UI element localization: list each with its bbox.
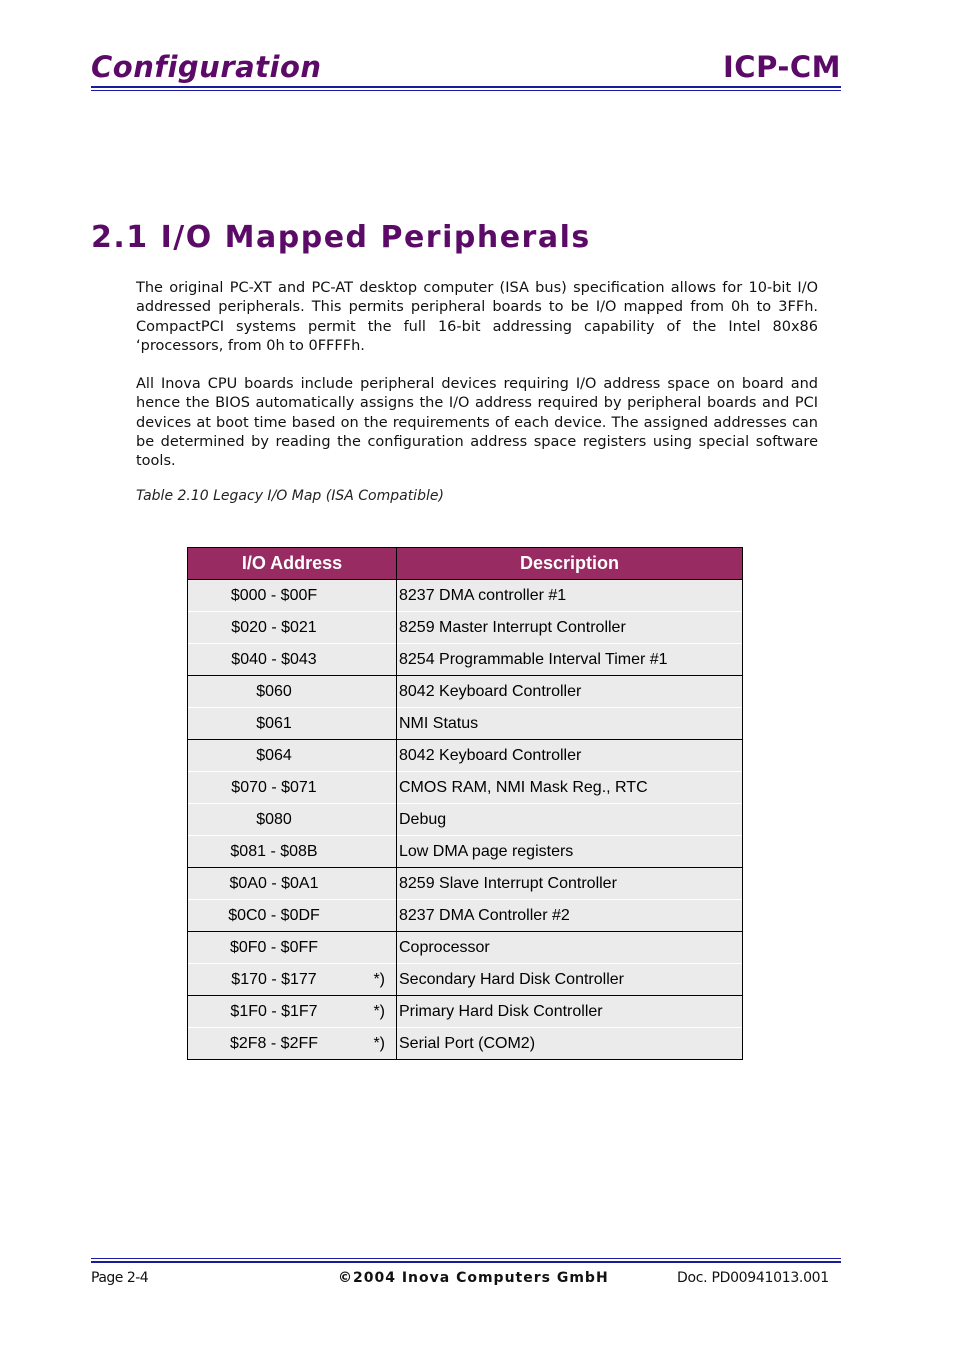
description-cell: 8254 Programmable Interval Timer #1 — [397, 644, 743, 676]
description-cell: Serial Port (COM2) — [397, 1028, 743, 1060]
description-cell: 8042 Keyboard Controller — [397, 740, 743, 772]
address-footnote-mark: *) — [373, 1035, 385, 1052]
header-product-name: ICP-CM — [723, 50, 841, 84]
table-row — [188, 772, 743, 804]
description-cell: Secondary Hard Disk Controller — [397, 964, 743, 996]
table-row — [188, 1028, 743, 1060]
address-cell — [188, 868, 397, 900]
table-row — [188, 644, 743, 676]
address-value: $081 - $08B — [230, 843, 318, 860]
footer-page-number: Page 2-4 — [91, 1270, 149, 1286]
address-value: $2F8 - $2FF — [229, 1035, 319, 1052]
header-rule-thick — [91, 86, 841, 88]
address-value: $064 — [256, 747, 292, 764]
address-footnote-mark: *) — [373, 1003, 385, 1020]
address-cell — [188, 676, 397, 708]
address-value: $080 — [256, 811, 292, 828]
address-cell — [188, 580, 397, 612]
address-value: $0C0 - $0DF — [228, 907, 320, 924]
column-header-address: I/O Address — [188, 548, 397, 580]
address-cell — [188, 836, 397, 868]
address-value: $060 — [256, 683, 292, 700]
description-cell: CMOS RAM, NMI Mask Reg., RTC — [397, 772, 743, 804]
address-cell — [188, 996, 397, 1028]
address-cell — [188, 804, 397, 836]
address-value: $0A0 - $0A1 — [229, 875, 319, 892]
table-row — [188, 676, 743, 708]
address-value: $040 - $043 — [231, 651, 317, 668]
description-cell: NMI Status — [397, 708, 743, 740]
description-cell: Coprocessor — [397, 932, 743, 964]
address-value: $1F0 - $1F7 — [230, 1003, 318, 1020]
address-value: $020 - $021 — [231, 619, 317, 636]
table-row — [188, 580, 743, 612]
address-value: $0F0 - $0FF — [229, 939, 319, 956]
address-value: $170 - $177 — [231, 971, 317, 988]
table-row — [188, 932, 743, 964]
description-cell: 8237 DMA controller #1 — [397, 580, 743, 612]
address-cell — [188, 708, 397, 740]
address-cell — [188, 612, 397, 644]
table-row — [188, 900, 743, 932]
header-section-title: Configuration — [91, 50, 322, 84]
table-row — [188, 964, 743, 996]
io-map-table — [187, 547, 743, 1060]
description-cell: Debug — [397, 804, 743, 836]
address-value: $070 - $071 — [231, 779, 317, 796]
table-row — [188, 868, 743, 900]
body-paragraph-1: The original PC-XT and PC-AT desktop computer (ISA bus) specification allows for 10-bit I/O addressed peripherals. This permits peripheral boards to be I/O mapped from 0h to 3FFh. CompactPCI systems permit the full 16-bit addressing capability of the Intel 80x86 ‘processors, from 0h to 0FFFFh. — [136, 280, 818, 354]
footer-copyright: ©2004 Inova Computers GmbH — [338, 1270, 609, 1286]
footer-rule-thin — [91, 1258, 841, 1259]
description-cell: Primary Hard Disk Controller — [397, 996, 743, 1028]
table-row — [188, 996, 743, 1028]
address-value: $000 - $00F — [230, 587, 318, 604]
description-cell: 8259 Slave Interrupt Controller — [397, 868, 743, 900]
address-cell — [188, 1028, 397, 1060]
address-value: $061 — [256, 715, 292, 732]
table-row — [188, 740, 743, 772]
body-paragraph-2: All Inova CPU boards include peripheral devices requiring I/O address space on board and hence the BIOS automatically assigns the I/O address required by peripheral boards and PCI devices at boot time based on the requirements of each device. The assigned addresses can be determined by reading the configuration address space registers using special software tools. — [136, 376, 818, 470]
address-cell — [188, 772, 397, 804]
footer-doc-number: Doc. PD00941013.001 — [677, 1270, 829, 1286]
footer-rule-thick — [91, 1261, 841, 1263]
table-row — [188, 708, 743, 740]
address-cell — [188, 964, 397, 996]
table-caption: Table 2.10 Legacy I/O Map (ISA Compatible) — [136, 488, 444, 504]
address-cell — [188, 644, 397, 676]
table-row — [188, 804, 743, 836]
section-heading: 2.1 I/O Mapped Peripherals — [91, 220, 591, 255]
description-cell: Low DMA page registers — [397, 836, 743, 868]
description-cell: 8237 DMA Controller #2 — [397, 900, 743, 932]
table-body — [188, 580, 743, 1060]
table-row — [188, 612, 743, 644]
table-row — [188, 836, 743, 868]
address-footnote-mark: *) — [373, 971, 385, 988]
address-cell — [188, 740, 397, 772]
column-header-description: Description — [397, 548, 743, 580]
header-rule-thin — [91, 90, 841, 91]
description-cell: 8259 Master Interrupt Controller — [397, 612, 743, 644]
address-cell — [188, 900, 397, 932]
table-header-row — [188, 548, 743, 580]
description-cell: 8042 Keyboard Controller — [397, 676, 743, 708]
address-cell — [188, 932, 397, 964]
